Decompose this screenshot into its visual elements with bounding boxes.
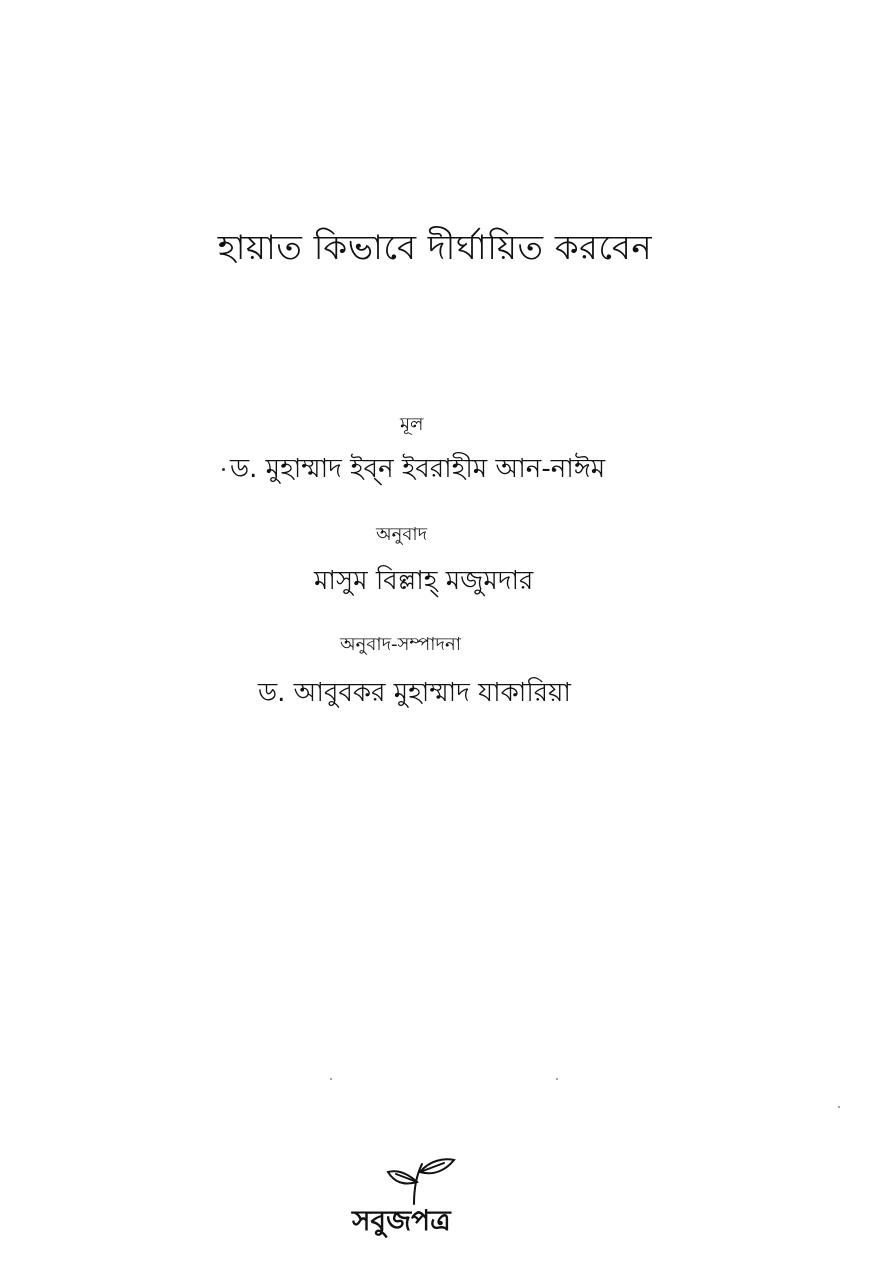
leaf-sprig-icon xyxy=(388,1159,454,1204)
translation-label: অনুবাদ xyxy=(376,524,428,545)
author-name: ড. মুহাম্মাদ ইব্ন ইবরাহীম আন-নাঈম xyxy=(230,454,606,484)
speck xyxy=(556,1078,558,1080)
original-label: মূল xyxy=(400,414,424,435)
editor-name: ড. আবুবকর মুহাম্মাদ যাকারিয়া xyxy=(258,678,571,708)
book-title: হায়াত কিভাবে দীর্ঘায়িত করবেন xyxy=(217,228,653,268)
publisher-logo xyxy=(344,1146,474,1238)
speck xyxy=(222,468,225,471)
speck xyxy=(838,1106,840,1108)
speck xyxy=(330,1078,332,1080)
publisher-logo-text: সবুজপত্র xyxy=(352,1204,451,1237)
editing-label: অনুবাদ-সম্পাদনা xyxy=(340,634,461,655)
translator-name: মাসুম বিল্লাহ্ মজুমদার xyxy=(314,566,534,596)
